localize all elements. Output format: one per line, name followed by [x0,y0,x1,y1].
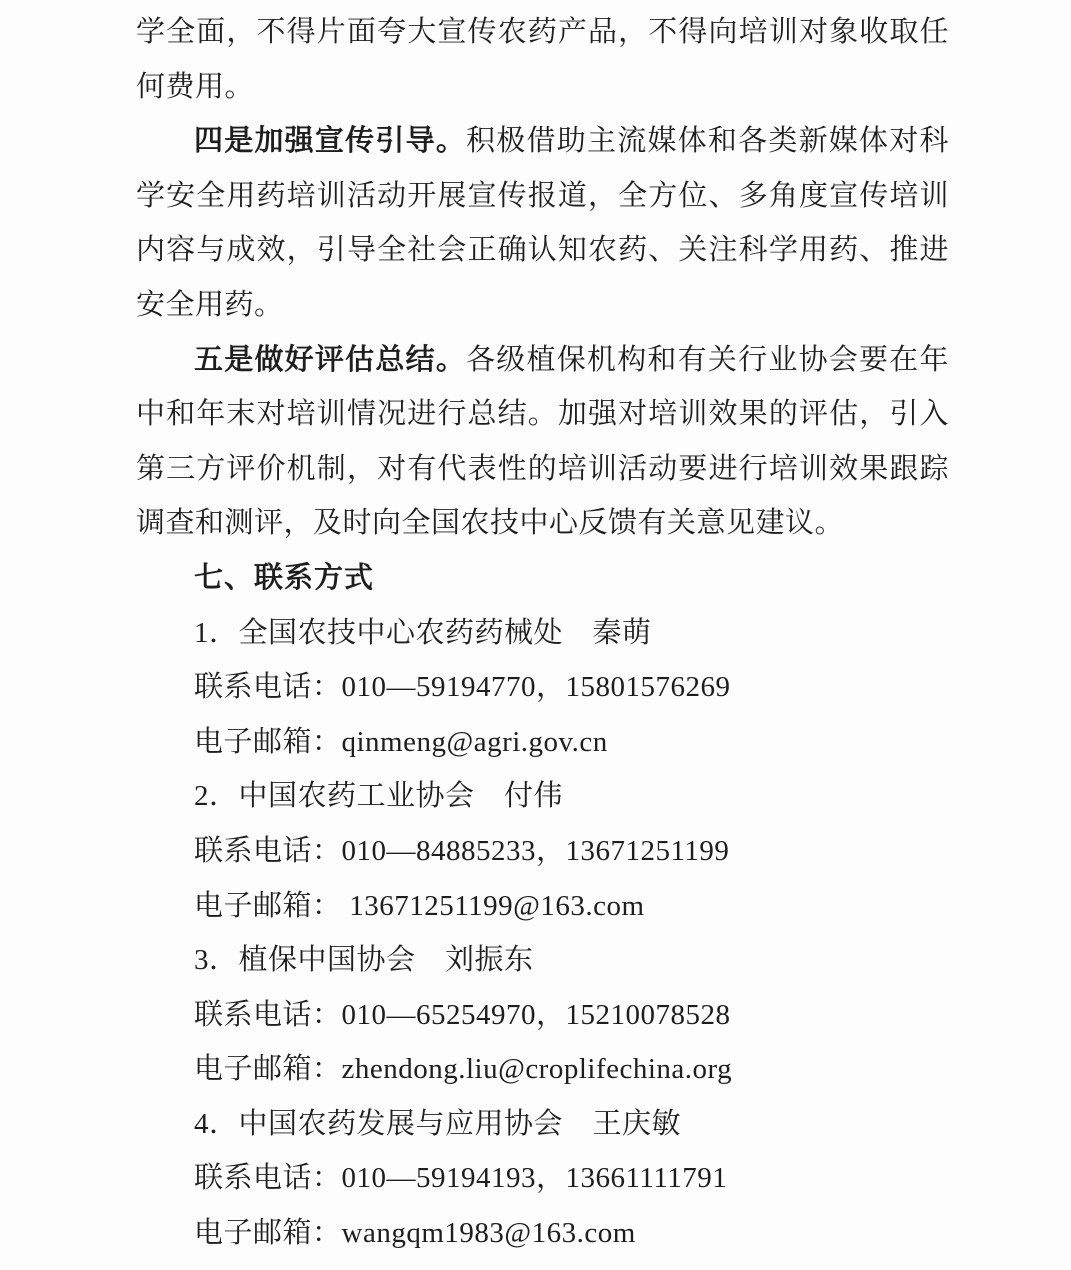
paragraph-continuation [136,5,949,114]
paragraph-point-five [136,333,949,551]
contact-1-phone: 联系电话：010—59194770，15801576269 [194,671,731,704]
paragraph-text: 各级植保机构和有关行业协会要在年中和年末对培训情况进行总结。加强对培训效果的评估，引入第三方评价机制，对有代表性的培训活动要进行培训效果跟踪调查和测评，及时向全国农技中心反馈有关意见建议。 [136,343,949,540]
contact-2-phone: 联系电话：010—84885233，13671251199 [194,834,730,867]
contact-2-email: 电子邮箱： 13671251199@163.com [194,889,645,922]
paragraph-lead: 四是加强宣传引导。 [194,125,467,158]
contact-2-entry: 2．中国农药工业协会 付伟 [194,780,564,813]
contact-1-entry: 1．全国农技中心农药药械处 秦萌 [194,616,652,649]
contact-4-phone: 联系电话：010—59194193，13661111791 [194,1162,728,1195]
contact-3-email: 电子邮箱：zhendong.liu@croplifechina.org [194,1053,733,1086]
contact-3-entry: 3．植保中国协会 刘振东 [194,944,534,977]
contact-4-entry: 4．中国农药发展与应用协会 王庆敏 [194,1107,682,1140]
contact-4-email: 电子邮箱：wangqm1983@163.com [194,1217,636,1250]
contact-3-phone: 联系电话：010—65254970，15210078528 [194,998,731,1031]
paragraph-point-four [136,114,949,332]
contact-1-email: 电子邮箱：qinmeng@agri.gov.cn [194,725,608,758]
paragraph-lead: 五是做好评估总结。 [194,343,467,376]
section-heading-contact-info: 七、联系方式 [194,561,375,594]
paragraph-text: 学全面，不得片面夸大宣传农药产品，不得向培训对象收取任何费用。 [136,16,949,103]
paragraph-text: 积极借助主流媒体和各类新媒体对科学安全用药培训活动开展宣传报道，全方位、多角度宣传培训内容与成效，引导全社会正确认知农药、关注科学用药、推进安全用药。 [136,125,949,321]
